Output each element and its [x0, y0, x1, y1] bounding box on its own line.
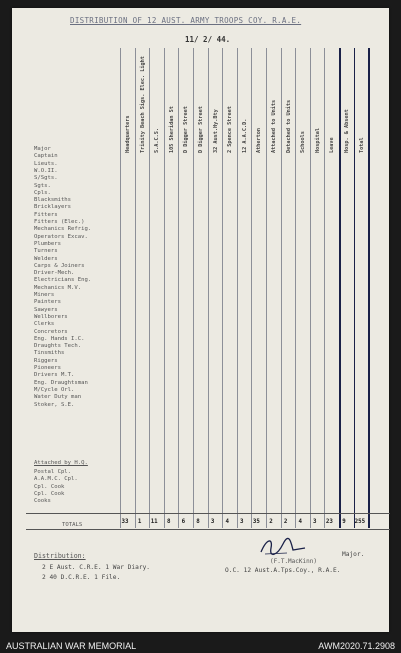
column-rule: [120, 48, 121, 528]
column-rule: [281, 48, 282, 528]
total-cell: 8: [167, 519, 171, 525]
document-sheet: [12, 8, 389, 632]
distribution-line: 2 E Aust. C.R.E. 1 War Diary.: [42, 564, 151, 571]
row-label: Driver-Mech.: [34, 270, 75, 277]
row-label: Lieuts.: [34, 160, 58, 167]
row-label: Operators Excav.: [34, 233, 88, 240]
total-cell: 3: [210, 519, 215, 525]
column-header: [298, 61, 308, 153]
column-header: [240, 61, 250, 153]
column-header-label: Detached to Units: [285, 99, 292, 153]
row-label: Sgts.: [34, 182, 51, 189]
row-label: Miners: [34, 292, 55, 298]
column-header-label: Atherton: [256, 128, 263, 153]
row-label: Turners: [34, 248, 58, 255]
column-rule: [266, 48, 267, 528]
row-label: Captain: [34, 153, 58, 160]
signature-icon: [257, 536, 307, 558]
total-cell: 23: [325, 519, 333, 525]
column-header: [181, 61, 191, 153]
column-header-label: D Digger Street: [198, 106, 204, 153]
totals-rule: [26, 529, 390, 530]
signature-unit: O.C. 12 Aust.A.Tps.Coy., R.A.E.: [225, 567, 341, 574]
total-cell: 4: [298, 519, 302, 525]
document-date: 11/ 2/ 44.: [185, 35, 231, 44]
column-header: [342, 61, 352, 153]
attached-row-label: Cpl. Cook: [34, 483, 65, 490]
row-label: Mechanics Refrig.: [34, 226, 92, 233]
row-label: Plumbers: [34, 240, 61, 247]
distribution-line: 2 40 D.C.R.E. 1 File.: [42, 574, 121, 581]
row-label: Water Duty man: [34, 394, 82, 401]
attached-row-label: A.A.M.C. Cpl.: [34, 476, 78, 483]
column-header: [123, 61, 133, 153]
column-header: [269, 61, 279, 153]
row-label: Draughts Tech.: [34, 343, 82, 350]
column-rule: [164, 48, 165, 528]
row-label: Fitters (Elec.): [34, 219, 85, 225]
total-cell: 9: [342, 519, 346, 525]
column-header-label: Attached to Units: [271, 99, 277, 153]
row-label: Tinsmiths: [34, 350, 65, 357]
row-label: Painters: [34, 299, 61, 306]
column-header-label: D Digger Street: [183, 106, 190, 153]
row-label: W.O.II.: [34, 167, 58, 174]
row-label: Concretors: [34, 328, 68, 335]
column-rule: [354, 48, 356, 528]
row-label: Clerks: [34, 321, 55, 328]
row-label: Electricians Eng.: [34, 277, 92, 284]
column-rule: [135, 48, 136, 528]
column-header-label: 12 A.A.C.D.: [241, 118, 248, 153]
column-header-label: Trinity Beach Sigs. Elec. Light: [139, 56, 146, 153]
column-header-label: Total: [358, 137, 365, 153]
column-header-label: 105 Sheridan St: [168, 106, 175, 153]
total-cell: 3: [240, 519, 244, 525]
column-header: [225, 61, 235, 153]
row-label: Welders: [34, 255, 58, 262]
column-header-label: Hosp. & Absent: [344, 109, 350, 153]
row-label: Riggers: [34, 357, 58, 364]
total-cell: 6: [181, 519, 186, 525]
distribution-header: Distribution:: [34, 552, 86, 560]
column-rule: [237, 48, 238, 528]
document-title: DISTRIBUTION OF 12 AUST. ARMY TROOPS COY. R.A.E.: [70, 16, 302, 25]
total-cell: 2: [283, 519, 288, 525]
attached-header: Attached by H.Q.: [34, 460, 88, 466]
archive-reference: AWM2020.71.2908: [318, 641, 395, 651]
column-header-label: Schools: [300, 131, 307, 153]
total-cell: 2: [269, 519, 273, 525]
column-rule: [208, 48, 209, 528]
attached-row-label: Cooks: [34, 498, 51, 505]
row-label: Major: [34, 146, 51, 152]
column-rule: [368, 48, 370, 528]
row-label: Pioneers: [34, 365, 61, 371]
signature-name: (F.T.MacKinn): [270, 558, 317, 565]
column-rule: [324, 48, 325, 528]
column-header: [254, 61, 264, 153]
row-label: Drivers M.T.: [34, 372, 75, 379]
attached-row-label: Postal Cpl.: [34, 469, 72, 475]
column-header: [211, 61, 221, 153]
column-header: [327, 61, 337, 153]
column-header-label: S.A.C.S.: [154, 128, 161, 153]
column-header: [196, 61, 206, 153]
column-header-label: Hospital: [314, 128, 321, 153]
column-header: [284, 61, 294, 153]
column-header-label: Headquarters: [125, 115, 131, 153]
column-header-label: 2 Spence Street: [227, 106, 234, 153]
column-header: [313, 61, 323, 153]
signature-rank: Major.: [342, 551, 365, 558]
column-rule: [149, 48, 150, 528]
column-rule: [222, 48, 223, 528]
total-cell: 35: [252, 519, 260, 525]
total-cell: 4: [225, 519, 229, 525]
row-label: Wellborers: [34, 313, 68, 320]
column-header: [138, 56, 148, 153]
row-label: Sawyers: [34, 306, 58, 313]
column-header-label: 32 Aust.Hy.Bty: [212, 109, 219, 153]
column-rule: [193, 48, 194, 528]
column-rule: [178, 48, 179, 528]
row-label: Eng. Draughtsman: [34, 379, 88, 386]
row-label: M/Cycle Orl.: [34, 386, 75, 393]
row-label: S/Sgts.: [34, 175, 58, 182]
total-cell: 3: [313, 519, 317, 525]
total-cell: 255: [354, 519, 366, 525]
total-cell: 33: [121, 519, 129, 525]
column-rule: [310, 48, 311, 528]
row-label: Mechanics M.V.: [34, 284, 82, 291]
row-label: Bricklayers: [34, 204, 72, 211]
column-header: [152, 61, 162, 153]
totals-label: TOTALS: [62, 522, 83, 528]
row-label: Eng. Hands I.C.: [34, 335, 85, 342]
column-header: [167, 61, 177, 153]
row-label: Stoker, S.E.: [34, 401, 75, 408]
row-label: Carps & Joiners: [34, 262, 85, 269]
total-cell: 1: [137, 519, 142, 525]
archive-credit: AUSTRALIAN WAR MEMORIAL: [6, 641, 137, 651]
row-label: Fitters: [34, 211, 58, 218]
total-cell: 8: [196, 519, 200, 525]
totals-rule: [26, 513, 390, 514]
column-header: [357, 61, 367, 153]
row-label: Blacksmiths: [34, 197, 72, 204]
attached-row-label: Cpl. Cook: [34, 490, 65, 497]
row-label: Cpls.: [34, 189, 51, 196]
column-rule: [251, 48, 252, 528]
column-rule: [295, 48, 296, 528]
column-rule: [339, 48, 341, 528]
total-cell: 11: [150, 519, 158, 525]
column-header-label: Leave: [329, 137, 336, 153]
